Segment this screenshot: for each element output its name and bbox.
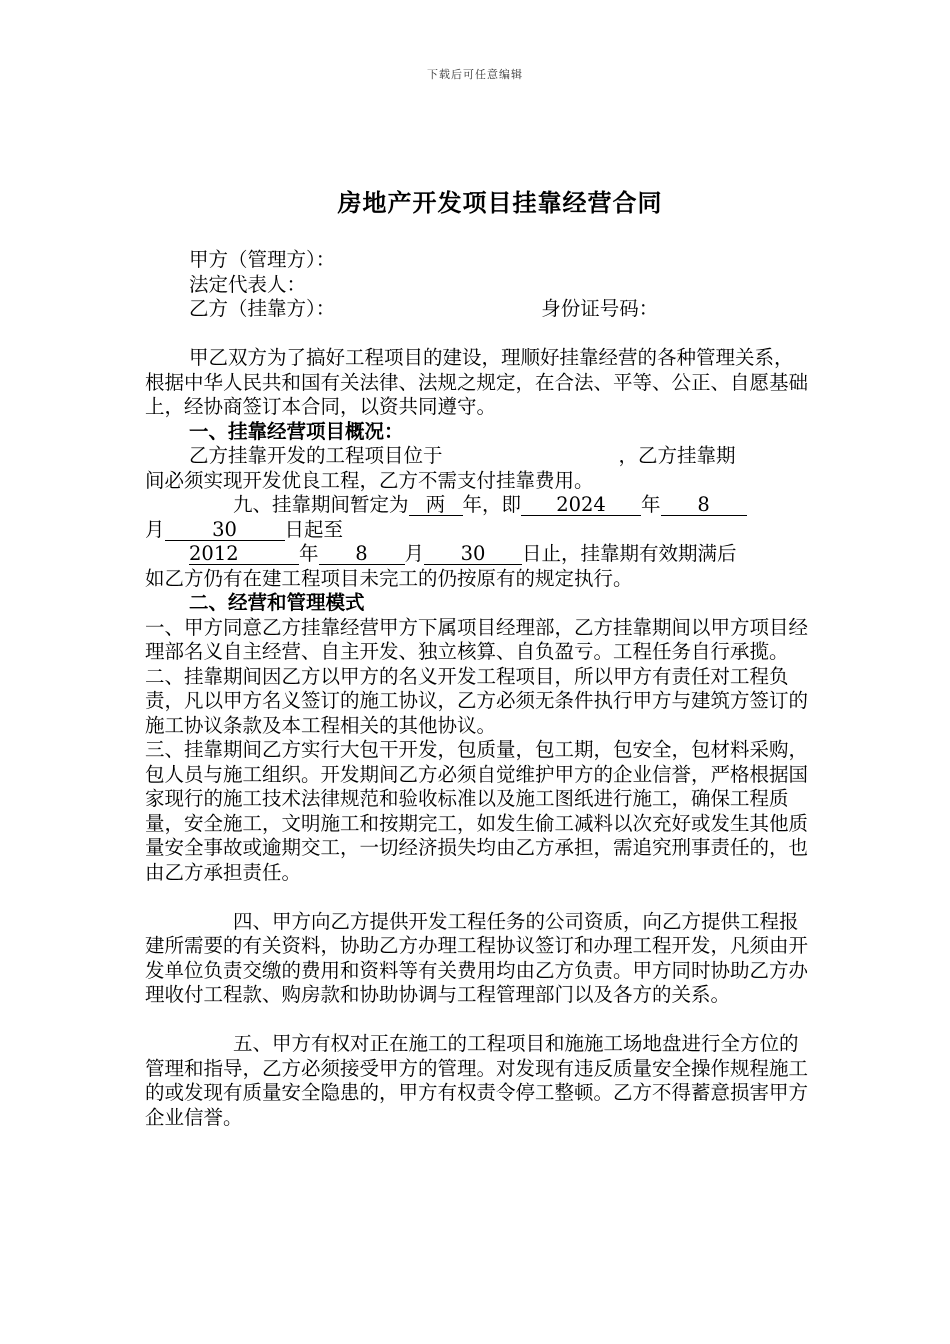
party-b-line [145, 297, 810, 322]
term-prefix: 九、挂靠期间暂定为 [233, 493, 409, 516]
term-end-month: 8 [319, 544, 405, 565]
term-end-day: 30 [424, 544, 522, 565]
clause-3: 三、挂靠期间乙方实行大包干开发，包质量，包工期，包安全，包材料采购，包人员与施工组织。开发期间乙方必须自觉维护甲方的企业信誉，严格根据国家现行的施工技术法律规范和验收标准以及施工图纸进行施工，确保工程质量，安全施工，文明施工和按期完工，如发生偷工减料以次充好或发生其他质量安全事故或逾期交工，一切经济损失均由乙方承担，需追究刑事责任的，也由乙方承担责任。 [145, 738, 809, 884]
document-title: 房地产开发项目挂靠经营合同 [337, 188, 663, 217]
preamble-paragraph: 甲乙双方为了搞好工程项目的建设，理顺好挂靠经营的各种管理关系，根据中华人民共和国有关法律、法规之规定，在合法、平等、公正、自愿基础上，经协商签订本合同，以资共同遵守。 [145, 346, 809, 418]
party-a-label: 甲方（管理方）： [189, 248, 336, 271]
term-line-1 [145, 493, 810, 518]
legal-rep-line [145, 273, 810, 298]
clause-1: 一、甲方同意乙方挂靠经营甲方下属项目经理部，乙方挂靠期间以甲方项目经理部名义自主经营、自主开发、独立核算、自负盈亏。工程任务自行承揽。 [145, 615, 809, 663]
section-1-line-2: 间必须实现开发优良工程，乙方不需支付挂靠费用。 [145, 468, 594, 492]
project-location-label: 乙方挂靠开发的工程项目位于 [189, 444, 443, 467]
section-1-line-1 [145, 444, 810, 469]
term-continuation: 如乙方仍有在建工程项目未完工的仍按原有的规定执行。 [145, 566, 633, 590]
term-line-3 [145, 542, 810, 567]
contract-body [145, 248, 810, 1130]
section-1-heading: 一、挂靠经营项目概况： [189, 419, 404, 443]
section-2-heading: 二、经营和管理模式 [189, 591, 365, 614]
id-number-label: 身份证号码： [541, 297, 659, 320]
term-line-2 [145, 518, 810, 543]
header-note: 下载后可任意编辑 [427, 68, 523, 81]
term-year-word: 年，即 [462, 493, 522, 516]
clause-4: 四、甲方向乙方提供开发工程任务的公司资质，向乙方提供工程报建所需要的有关资料，协助乙方办理工程协议签订和办理工程开发，凡须由开发单位负责交缴的费用和资料等有关费用均由乙方负责。甲方同时协助乙方办理收付工程款、购房款和协助协调与工程管理部门以及各方的关系。 [145, 909, 809, 1006]
party-b-label: 乙方（挂靠方）： [189, 297, 336, 320]
term-end-year: 2012 [189, 544, 299, 565]
legal-rep-label: 法定代表人： [189, 272, 307, 296]
term-duration: 两 [409, 495, 463, 516]
term-start-day: 30 [165, 520, 285, 541]
term-nian: 年 [641, 493, 661, 516]
clause-2: 二、挂靠期间因乙方以甲方的名义开发工程项目，所以甲方有责任对工程负责，凡以甲方名义签订的施工协议，乙方必须无条件执行甲方与建筑方签订的施工协议条款及本工程相关的其他协议。 [145, 664, 809, 737]
term-end-yue: 月 [404, 542, 425, 565]
term-suffix: 日止，挂靠期有效期满后 [522, 542, 737, 565]
term-start-month: 8 [661, 495, 747, 516]
term-start-year: 2024 [521, 495, 641, 516]
project-location-tail: ，乙方挂靠期 [618, 444, 736, 467]
term-yue: 月 [145, 517, 165, 541]
term-ri-qi-zhi: 日起至 [284, 517, 344, 541]
term-end-nian: 年 [299, 542, 319, 565]
clause-5: 五、甲方有权对正在施工的工程项目和施施工场地盘进行全方位的管理和指导，乙方必须接受甲方的管理。对发现有违反质量安全操作规程施工的或发现有质量安全隐患的，甲方有权责令停工整顿。乙方不得蓄意损害甲方企业信誉。 [145, 1032, 809, 1129]
party-a-line [145, 248, 810, 273]
